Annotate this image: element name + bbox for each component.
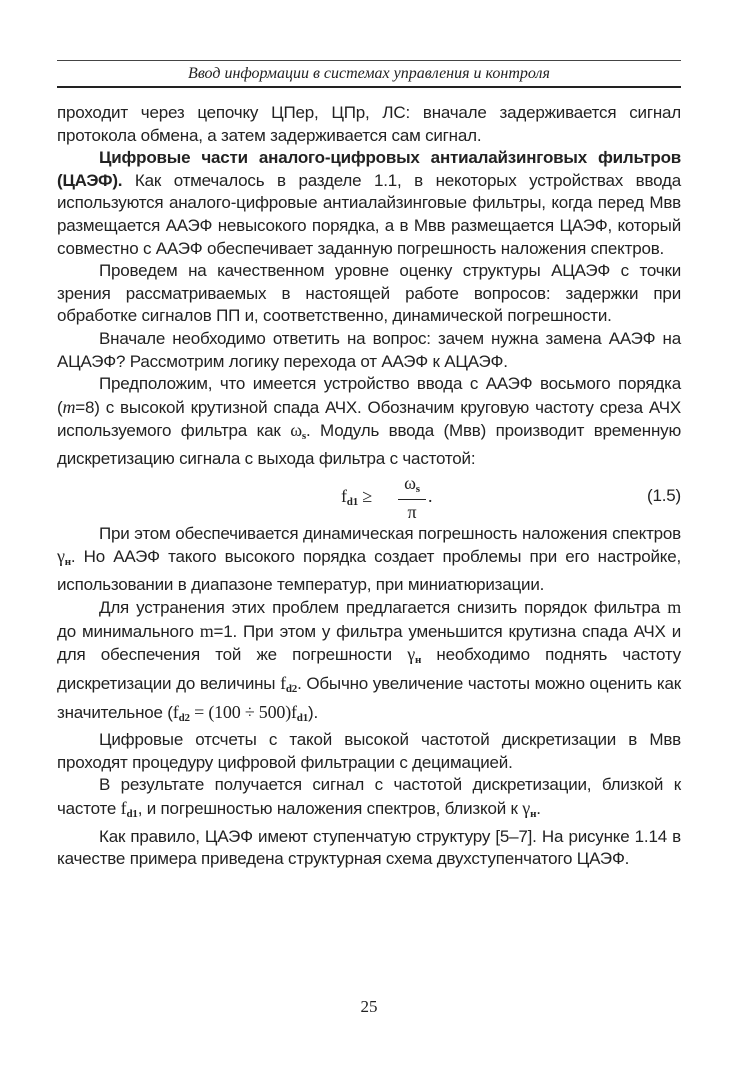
- paragraph-1: проходит через цепочку ЦПер, ЦПр, ЛС: вначале задерживается сигнал протокола обмена, а затем задерживается сам сигнал.: [57, 103, 681, 145]
- page-number: 25: [360, 997, 378, 1016]
- frequency-ratio-expression: $f_{d2} = (100 \div 500)f_{d1}$: [172, 701, 309, 724]
- f-d2-symbol: $f_{d2}$: [280, 673, 298, 696]
- paragraph-9-text-b: , и погрешностью наложения спектров, близкой к: [137, 799, 523, 819]
- paragraph-6-text-a: При этом обеспечивается динамическая погрешность наложения спектров: [99, 523, 681, 543]
- gamma-n-symbol: $\gamma_н$: [522, 798, 537, 821]
- paragraph-7-text-e: . Обычно увеличение частоты можно оценить как значительное (: [57, 674, 681, 722]
- equation-fraction: [398, 473, 426, 524]
- paragraph-7-text-a: Для устранения этих проблем предлагается снизить порядок фильтра: [99, 598, 668, 618]
- paragraph-7-text-c: =1. При этом у фильтра уменьшится крутизна спада АЧХ и для обеспечения той же погрешности: [57, 621, 681, 665]
- fraction-denominator: π: [407, 501, 417, 522]
- equation-lhs: $f_{d1}$ ≥: [341, 485, 372, 508]
- header-bottom-rule: [57, 86, 681, 88]
- header-top-rule: [57, 60, 681, 61]
- var-m: m: [199, 620, 214, 641]
- paragraph-5-text-b: =8) с высокой крутизной спада АЧХ. Обозначим круговую частоту среза АЧХ используемого фильтра как: [57, 397, 681, 441]
- section-heading: Цифровые части аналого-цифровых антиалайзинговых фильтров (ЦАЭФ).: [57, 148, 681, 190]
- equation-1-5: [57, 473, 681, 521]
- paragraph-8: Цифровые отсчеты с такой высокой частотой дискретизации в Мвв проходят процедуру цифровой фильтрации с децимацией.: [57, 730, 681, 772]
- equation-number: (1.5): [647, 485, 681, 505]
- paragraph-4: Вначале необходимо ответить на вопрос: зачем нужна замена ААЭФ на АЦАЭФ? Рассмотрим логику перехода от ААЭФ к АЦАЭФ.: [57, 328, 681, 371]
- equation-period: .: [428, 485, 433, 506]
- paragraph-9: [57, 774, 681, 825]
- page-body: [57, 102, 681, 871]
- paragraph-2: [57, 147, 681, 260]
- paragraph-6-text-b: . Но ААЭФ такого высокого порядка создает проблемы при его настройке, использовании в диапазоне температур, при миниатюризации.: [57, 547, 681, 594]
- paragraph-9-text-a: В результате получается сигнал с частотой дискретизации, близкой к частоте: [57, 775, 681, 819]
- running-header: Ввод информации в системах управления и контроля: [188, 65, 550, 82]
- paragraph-2-text: Как отмечалось в разделе 1.1, в некоторых устройствах ввода используются аналого-цифровые антиалайзинговые фильтры, когда перед Мвв размещается ААЭФ невысокого порядка, а в Мвв размещается ЦАЭФ, который совместно с ААЭФ обеспечивает заданную погрешность наложения спектров.: [57, 170, 681, 258]
- var-m: m: [62, 396, 76, 417]
- var-m: m: [667, 597, 681, 618]
- gamma-n-symbol: $\gamma_н$: [407, 644, 422, 667]
- paragraph-6: [57, 523, 681, 597]
- paragraph-9-text-c: .: [536, 799, 541, 819]
- paragraph-3: Проведем на качественном уровне оценку структуры АЦАЭФ с точки зрения рассматриваемых в настоящей работе вопросов: задержки при обработке сигналов ПП и, соответственно, динамической погрешности.: [57, 261, 681, 326]
- omega-s-symbol: $\omega_s$: [290, 420, 306, 443]
- fraction-numerator: $\omega_s$: [398, 473, 426, 500]
- paragraph-5: [57, 373, 681, 470]
- gamma-n-symbol: $\gamma_н$: [57, 546, 71, 569]
- paragraph-7: [57, 596, 681, 729]
- paragraph-7-text-d: необходимо поднять частоту дискретизации до величины: [57, 645, 681, 694]
- paragraph-10: Как правило, ЦАЭФ имеют ступенчатую структуру [5–7]. На рисунке 1.14 в качестве примера приведена структурная схема двухступенчатого ЦАЭФ.: [57, 826, 681, 869]
- f-d1-symbol: $f_{d1}$: [120, 798, 138, 821]
- paragraph-7-text-g: ).: [308, 702, 318, 722]
- paragraph-5-text-a: Предположим, что имеется устройство ввода с ААЭФ восьмого порядка (: [57, 374, 681, 417]
- paragraph-5-text-c: . Модуль ввода (Мвв) производит временную дискретизацию сигнала с выхода фильтра с частотой:: [57, 421, 682, 468]
- paragraph-7-text-b: до минимального: [57, 621, 200, 641]
